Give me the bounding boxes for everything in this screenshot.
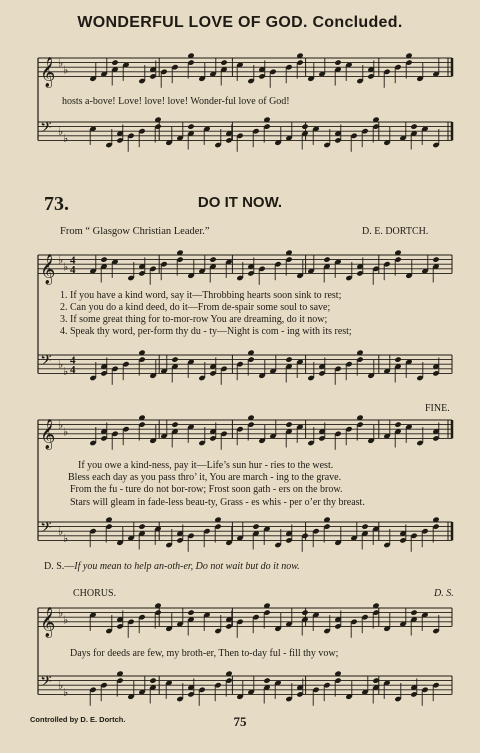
top-system-bass-note [301, 123, 308, 129]
chorus-system-bass-note [149, 677, 156, 683]
dal-segno-text: If you mean to help an-oth-er, Do not wait but do it now. [74, 561, 300, 572]
verse-system-2-key-flat: ♭ [58, 418, 64, 432]
top-system-treble-note [111, 59, 118, 65]
dal-segno-line [44, 561, 300, 572]
verse-system-2-key-flat: ♭ [58, 525, 64, 539]
top-system-key-flat: ♭ [63, 63, 69, 77]
fine-marker: FINE. [425, 403, 450, 414]
verse-2-line-part2: Bless each day as you pass thro’ it, You are march - ing to the grave. [68, 472, 342, 483]
composer-credit: D. E. DORTCH. [362, 226, 429, 237]
source-credit: From “ Glasgow Christian Leader.” [60, 226, 210, 237]
chorus-system-key-flat: ♭ [58, 679, 64, 693]
verse-system-2-bass-note [252, 523, 259, 529]
verse-system-1-key-flat: ♭ [58, 253, 64, 267]
chorus-lyric: Days for deeds are few, my broth-er, Then to-day ful - fill thy vow; [70, 648, 339, 659]
verse-system-1-bass-clef: 𝄢 [40, 352, 52, 374]
verse-3-line-part2: From the fu - ture do not bor-row; Frost soon gath - ers on the brow. [70, 484, 343, 495]
verse-system-2-treble-note [394, 421, 401, 427]
verse-system-1-time-signature: 4 [70, 263, 76, 276]
verse-system-2-treble-note [285, 421, 292, 427]
top-system-treble-clef: 𝄞 [40, 57, 56, 88]
verse-system-1-treble-note [432, 256, 439, 262]
chorus-system-treble-note [410, 609, 417, 615]
dal-segno-prefix: D. S.— [44, 561, 75, 572]
top-system-bass-note [187, 123, 194, 129]
chorus-system-treble-clef: 𝄞 [40, 607, 56, 638]
top-system-bass-note [410, 123, 417, 129]
top-system-key-flat: ♭ [58, 125, 64, 139]
verse-system-2-bass-note [138, 523, 145, 529]
verse-system-1-time-signature: 4 [70, 363, 76, 376]
top-system-key-flat: ♭ [58, 56, 64, 70]
verse-system-2-bass-note [361, 523, 368, 529]
verse-system-1-key-flat: ♭ [63, 365, 69, 379]
verse-3-line: 3. If some great thing for to-mor-row You are dreaming, do it now; [60, 314, 328, 325]
verse-system-2-treble-note [171, 421, 178, 427]
chorus-system-treble-note [187, 609, 194, 615]
chorus-system-key-flat: ♭ [63, 613, 69, 627]
hymn-number: 73. [44, 193, 69, 215]
copyright-footer: Controlled by D. E. Dortch. [30, 715, 126, 724]
chorus-system-treble-note [301, 609, 308, 615]
verse-system-1-treble-note [100, 256, 107, 262]
top-system-treble-note [220, 59, 227, 65]
verse-system-1-key-flat: ♭ [63, 260, 69, 274]
chorus-system-bass-clef: 𝄢 [40, 673, 52, 695]
top-system-key-flat: ♭ [63, 132, 69, 146]
chorus-system-key-flat: ♭ [63, 686, 69, 700]
chorus-label: CHORUS. [73, 588, 117, 599]
dal-segno-marker: D. S. [434, 588, 454, 599]
verse-system-1-treble-note [209, 256, 216, 262]
top-system-bass-clef: 𝄢 [40, 119, 52, 141]
verse-system-1-time-signature: 4 [70, 354, 76, 367]
top-system-treble-note [334, 59, 341, 65]
chorus-system-key-flat: ♭ [58, 606, 64, 620]
verse-4-line-part2: Stars will gleam in fade-less beau-ty, Grass - es whis - per o’er thy breast. [70, 497, 365, 508]
verse-system-2-bass-clef: 𝄢 [40, 519, 52, 541]
chorus-system-bass-note [263, 677, 270, 683]
verse-system-1-time-signature: 4 [70, 254, 76, 267]
verse-system-1-bass-note [171, 356, 178, 362]
continued-hymn-title: WONDERFUL LOVE OF GOD. Concluded. [77, 14, 403, 31]
verse-system-1-key-flat: ♭ [58, 358, 64, 372]
verse-1-line: 1. If you have a kind word, say it—Throbbing hearts soon sink to rest; [60, 290, 342, 301]
verse-system-2-treble-clef: 𝄞 [40, 419, 56, 450]
top-lyric-line: hosts a-bove! Love! love! love! Wonder-ful love of God! [62, 96, 290, 107]
verse-1-line-part2: If you owe a kind-ness, pay it—Life’s sun hur - ries to the west. [78, 460, 334, 471]
verse-4-line: 4. Speak thy word, per-form thy du - ty—Night is com - ing with its rest; [60, 326, 352, 337]
verse-system-1-treble-note [323, 256, 330, 262]
verse-2-line: 2. Can you do a kind deed, do it—From de-spair some soul to save; [60, 302, 331, 313]
verse-system-1-treble-clef: 𝄞 [40, 254, 56, 285]
page-number: 75 [233, 714, 247, 729]
verse-system-1-bass-note [394, 356, 401, 362]
verse-system-1-bass-note [285, 356, 292, 362]
verse-system-2-key-flat: ♭ [63, 425, 69, 439]
hymn-title: DO IT NOW. [197, 194, 283, 211]
verse-system-2-key-flat: ♭ [63, 532, 69, 546]
